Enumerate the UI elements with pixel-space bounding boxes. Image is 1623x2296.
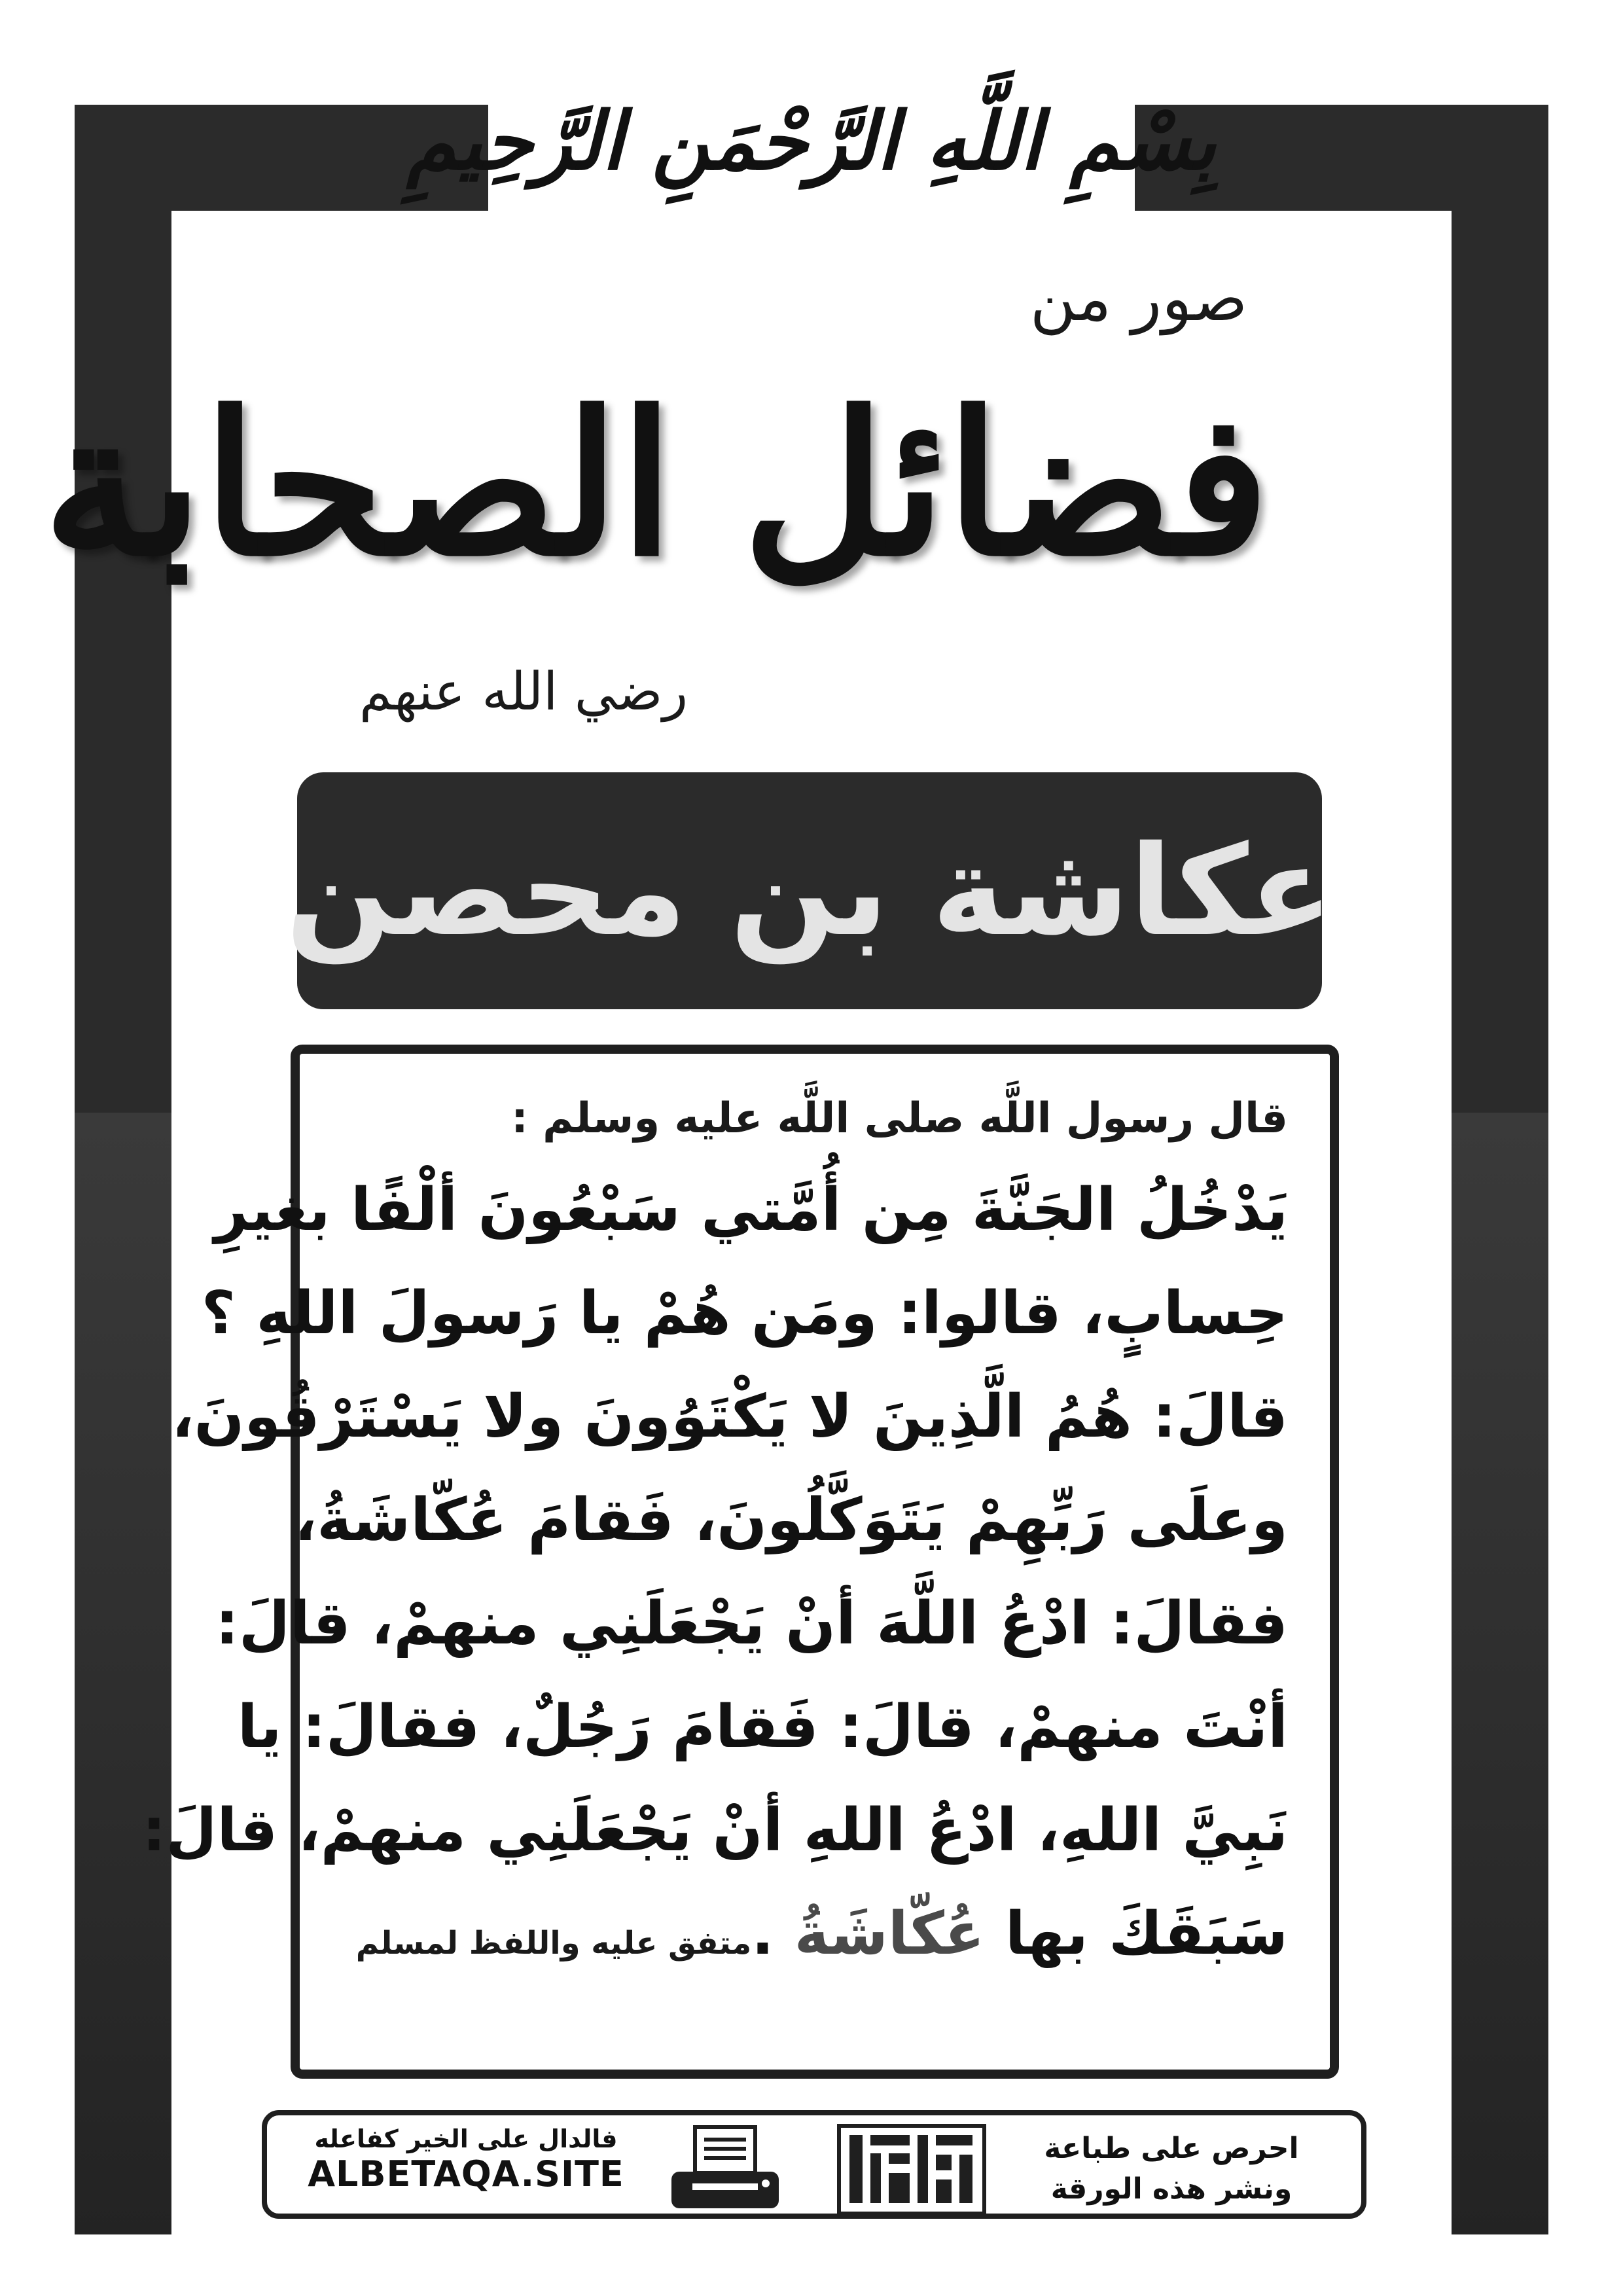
- footer-print-line2: ونشر هذه الورقة: [1050, 2172, 1293, 2206]
- hadith-line: وعلَى رَبِّهِمْ يَتَوَكَّلُونَ، فَقامَ عُكّاشَةُ،: [294, 1486, 1288, 1554]
- hadith-source: متفق عليه واللفظ لمسلم: [355, 1925, 752, 1962]
- footer-proverb: فالدال على الخير كفاعله: [314, 2125, 618, 2153]
- hadith-line: يَدْخُلُ الجَنَّةَ مِن أُمَّتي سَبْعُونَ ألْفًا بغيرِ: [214, 1175, 1288, 1244]
- hadith-last-line-end: .: [751, 1899, 774, 1968]
- footer-bar: [262, 2110, 1366, 2219]
- footer-print-note: [1001, 2128, 1342, 2210]
- basmala-banner: [406, 46, 1217, 236]
- footer-site-block: [283, 2125, 649, 2195]
- hadith-intro: قال رسول اللَّه صلى اللَّه عليه وسلم :: [511, 1094, 1288, 1143]
- hadith-box: [142, 1045, 1339, 2079]
- footer-print-line1: احرص على طباعة: [1044, 2132, 1299, 2165]
- hadith-line: حِسابٍ، قالوا: ومَن هُمْ يا رَسولَ اللهِ ؟: [201, 1279, 1288, 1348]
- hadith-last-row: [342, 1882, 1288, 1986]
- logo-mark: [836, 2123, 987, 2216]
- hadith-last-line-start: سَبَقَكَ بها: [1005, 1899, 1288, 1968]
- hadith-line: نَبِيَّ اللهِ، ادْعُ اللهِ أنْ يَجْعَلَنِي منهمْ، قالَ:: [142, 1796, 1288, 1865]
- hadith-highlight-name: عُكّاشَةُ: [794, 1899, 985, 1968]
- series-prefix: صور من: [1029, 262, 1248, 335]
- footer-website: ALBETAQA.SITE: [308, 2153, 624, 2195]
- hadith-line: فقالَ: ادْعُ اللَّهَ أنْ يَجْعَلَنِي منهمْ، قالَ:: [215, 1589, 1288, 1658]
- subject-name-banner: [285, 772, 1334, 1009]
- hadith-line: قالَ: هُمُ الَّذِينَ لا يَكْتَوُونَ ولا يَسْتَرْقُونَ،: [171, 1382, 1288, 1451]
- series-suffix: رضي الله عنهم: [359, 661, 688, 722]
- hadith-last-line: [751, 1882, 1288, 1986]
- printer-icon: [666, 2123, 784, 2214]
- subject-name: عكاشة بن محصن: [285, 818, 1334, 963]
- series-title: فضائل الصحابة: [43, 368, 1270, 600]
- basmala-text: بِسْمِ اللَّهِ الرَّحْمَنِ الرَّحِيمِ: [406, 94, 1217, 188]
- hadith-line: أنْتَ منهمْ، قالَ: فَقامَ رَجُلٌ، فقالَ: يا: [237, 1693, 1288, 1761]
